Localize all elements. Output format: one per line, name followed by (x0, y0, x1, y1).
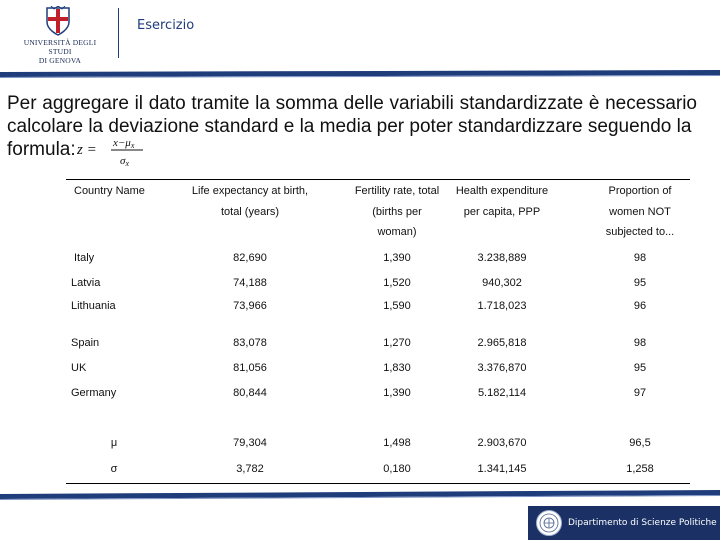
formula-lhs: z = (77, 142, 97, 158)
department-seal-icon (536, 510, 562, 536)
fertility-cell: 1,390 (383, 252, 411, 264)
country-cell: Germany (71, 387, 117, 399)
header-divider (118, 8, 119, 58)
country-cell: Latvia (71, 277, 101, 289)
standardization-formula (77, 138, 157, 172)
country-cell: Spain (71, 337, 100, 349)
table-top-rule (66, 179, 690, 180)
proportion-cell: 98 (633, 337, 647, 349)
header-health-line-2: per capita, PPP (463, 206, 541, 218)
bottom-decorative-bar (0, 490, 720, 502)
health-expenditure-cell: 3.376,870 (477, 362, 527, 374)
std-proportion: 1,258 (626, 463, 654, 475)
life-expectancy-cell: 80,844 (233, 387, 267, 399)
health-expenditure-cell: 5.182,114 (477, 387, 527, 399)
university-logo (12, 6, 108, 65)
mean-label: μ (110, 437, 118, 449)
header-life-expectancy-line-2: total (years) (220, 206, 280, 218)
std-fertility: 0,180 (383, 463, 411, 475)
formula-numerator: x−μx (113, 138, 135, 150)
crest-icon (45, 6, 71, 36)
proportion-cell: 97 (633, 387, 647, 399)
life-expectancy-cell: 83,078 (233, 337, 267, 349)
health-expenditure-cell: 1.718,023 (477, 300, 527, 312)
header-health-line-1: Health expenditure (455, 185, 549, 197)
mean-proportion: 96,5 (629, 437, 651, 449)
formula-prefix: formula: (7, 139, 76, 160)
proportion-cell: 95 (633, 277, 647, 289)
fertility-cell: 1,520 (383, 277, 411, 289)
proportion-cell: 95 (633, 362, 647, 374)
std-label: σ (110, 463, 118, 475)
life-expectancy-cell: 81,056 (233, 362, 267, 374)
header-country-name: Country Name (74, 185, 145, 197)
fertility-cell: 1,830 (383, 362, 411, 374)
header-proportion-line-2: women NOT (609, 206, 671, 218)
header-proportion-line-3: subjected to... (605, 226, 675, 238)
health-expenditure-cell: 2.965,818 (477, 337, 527, 349)
country-cell: Lithuania (71, 300, 116, 312)
university-name (12, 38, 108, 65)
department-name: Dipartimento di Scienze Politiche (568, 518, 717, 528)
proportion-cell: 98 (633, 252, 647, 264)
fertility-cell: 1,270 (383, 337, 411, 349)
table-bottom-rule (66, 483, 690, 484)
formula-denominator: σx (120, 155, 129, 168)
life-expectancy-cell: 82,690 (233, 252, 267, 264)
country-cell: Italy (74, 252, 95, 264)
mean-fertility: 1,498 (383, 437, 411, 449)
health-expenditure-cell: 940,302 (482, 277, 522, 289)
proportion-cell: 96 (633, 300, 647, 312)
university-name-line-2: DI GENOVA (38, 56, 82, 65)
header-fertility-line-2: (births per (372, 206, 422, 218)
formula-line (7, 138, 135, 168)
header-fertility-line-1: Fertility rate, total (354, 185, 440, 197)
fertility-cell: 1,390 (383, 387, 411, 399)
fertility-cell: 1,590 (383, 300, 411, 312)
life-expectancy-cell: 73,966 (233, 300, 267, 312)
section-title: Esercizio (137, 18, 195, 33)
intro-paragraph: Per aggregare il dato tramite la somma delle variabili standardizzate è necessario calcolare la deviazione standard e la media per poter standardizzare seguendo la (7, 93, 697, 137)
header-proportion-line-1: Proportion of (608, 185, 672, 197)
std-health-expenditure: 1.341,145 (477, 463, 527, 475)
mean-health-expenditure: 2.903,670 (477, 437, 527, 449)
std-life-expectancy: 3,782 (236, 463, 264, 475)
header (0, 0, 720, 70)
life-expectancy-cell: 74,188 (233, 277, 267, 289)
mean-life-expectancy: 79,304 (233, 437, 267, 449)
health-expenditure-cell: 3.238,889 (477, 252, 527, 264)
header-life-expectancy-line-1: Life expectancy at birth, (191, 185, 309, 197)
top-decorative-bar (0, 70, 720, 80)
university-name-line-1: UNIVERSITÀ DEGLI STUDI (23, 38, 97, 56)
header-fertility-line-3: woman) (377, 226, 417, 238)
country-cell: UK (71, 362, 87, 374)
